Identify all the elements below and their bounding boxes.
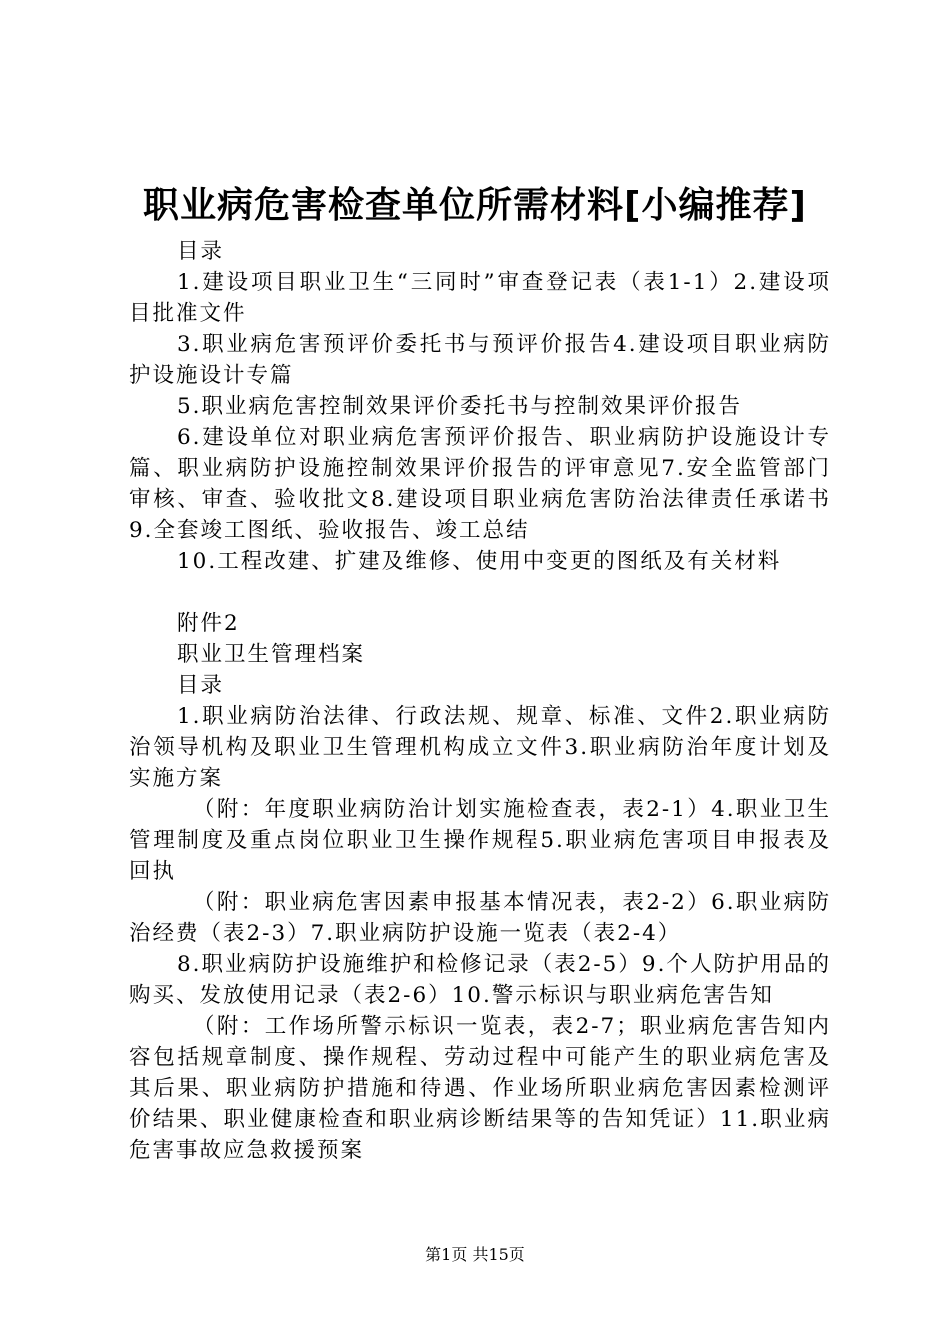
paragraph-gap (129, 577, 831, 608)
paragraph-item-10: 10.工程改建、扩建及维修、使用中变更的图纸及有关材料 (177, 549, 782, 574)
document-body (129, 236, 831, 1166)
paragraph-archive-8-10: 8.职业病防护设施维护和检修记录（表2-5）9.个人防护用品的购买、发放使用记录（表2-6）10.警示标识与职业病危害告知 (129, 952, 831, 1008)
toc-heading-1: 目录 (177, 239, 225, 264)
paragraph-archive-11: （附：工作场所警示标识一览表，表2-7；职业病危害告知内容包括规章制度、操作规程、劳动过程中可能产生的职业病危害及其后果、职业病防护措施和待遇、作业场所职业病危害因素检测评价结果、职业健康检查和职业病诊断结果等的告知凭证）11.职业病危害事故应急救援预案 (129, 1014, 831, 1163)
paragraph-archive-6-7: （附：职业病危害因素申报基本情况表，表2-2）6.职业病防治经费（表2-3）7.职业病防护设施一览表（表2-4） (129, 890, 831, 946)
attachment-label: 附件2 (177, 611, 240, 636)
document-title: 职业病危害检查单位所需材料[小编推荐] (143, 185, 807, 226)
paragraph-item-5: 5.职业病危害控制效果评价委托书与控制效果评价报告 (177, 394, 743, 419)
paragraph-archive-1-3: 1.职业病防治法律、行政法规、规章、标准、文件2.职业病防治领导机构及职业卫生管理机构成立文件3.职业病防治年度计划及实施方案 (129, 704, 831, 791)
paragraph-item-6-9: 6.建设单位对职业病危害预评价报告、职业病防护设施设计专篇、职业病防护设施控制效果评价报告的评审意见7.安全监管部门审核、审查、验收批文8.建设项目职业病危害防治法律责任承诺书9.全套竣工图纸、验收报告、竣工总结 (129, 425, 831, 543)
paragraph-item-3-4: 3.职业病危害预评价委托书与预评价报告4.建设项目职业病防护设施设计专篇 (129, 332, 831, 388)
section-heading: 职业卫生管理档案 (177, 642, 366, 667)
toc-heading-2: 目录 (177, 673, 225, 698)
paragraph-archive-4-5: （附：年度职业病防治计划实施检查表，表2-1）4.职业卫生管理制度及重点岗位职业卫生操作规程5.职业病危害项目申报表及回执 (129, 797, 831, 884)
paragraph-item-1-2: 1.建设项目职业卫生“三同时”审查登记表（表1-1）2.建设项目批准文件 (129, 270, 831, 326)
page-number-footer: 第1页 共15页 (425, 1245, 525, 1264)
